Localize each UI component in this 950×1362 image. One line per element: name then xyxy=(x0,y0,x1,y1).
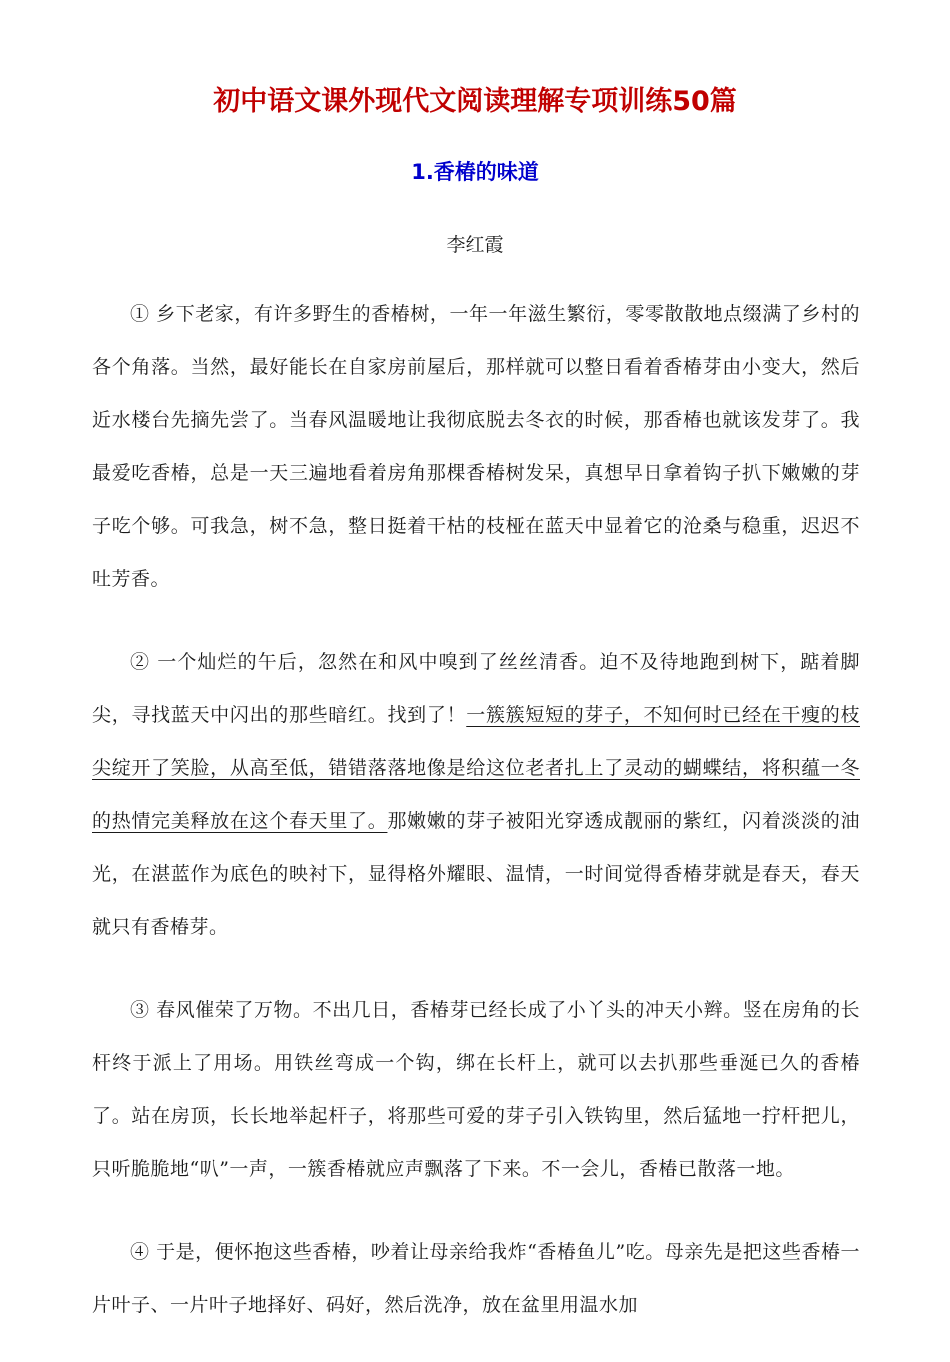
document-title: 初中语文课外现代文阅读理解专项训练50篇 xyxy=(213,86,737,117)
paragraph-1: ① 乡下老家，有许多野生的香椿树，一年一年滋生繁衍，零零散散地点缀满了乡村的各个角落。当然，最好能长在自家房前屋后，那样就可以整日看着香椿芽由小变大，然后近水楼台先摘先尝了。当春风温暖地让我彻底脱去冬衣的时候，那香椿也就该发芽了。我最爱吃香椿，总是一天三遍地看着房角那棵香椿树发呆，真想早日拿着钩子扒下嫩嫩的芽子吃个够。可我急，树不急，整日挺着干枯的枝桠在蓝天中显着它的沧桑与稳重，迟迟不吐芳香。 xyxy=(92,303,860,590)
paragraph-2-intro: ② 一个灿烂的午后，忽然在和风中嗅到了丝丝清香。迫不及待地跑到树下，踮着脚尖，寻找蓝天中闪出的那些暗红。找到了！ xyxy=(92,651,860,726)
paragraph-4: ④ 于是，便怀抱这些香椿，吵着让母亲给我炸“香椿鱼儿”吃。母亲先是把这些香椿一片叶子、一片叶子地择好、码好，然后洗净，放在盆里用温水加 xyxy=(92,1241,860,1316)
paragraph-3: ③ 春风催荣了万物。不出几日，香椿芽已经长成了小丫头的冲天小辫。竖在房角的长杆终于派上了用场。用铁丝弯成一个钩，绑在长杆上，就可以去扒那些垂涎已久的香椿了。站在房顶，长长地举起杆子，将那些可爱的芽子引入铁钩里，然后猛地一拧杆把儿，只听脆脆地“叭”一声，一簇香椿就应声飘落了下来。不一会儿，香椿已散落一地。 xyxy=(92,999,860,1180)
author-name: 李红霞 xyxy=(446,234,504,256)
article-body xyxy=(92,288,860,1362)
paragraph-2-ending: 那嫩嫩的芽子被阳光穿透成靓丽的紫红，闪着淡淡的油光，在湛蓝作为底色的映衬下，显得格外耀眼、温情，一时间觉得香椿芽就是春天，春天就只有香椿芽。 xyxy=(92,810,860,938)
paragraph-2 xyxy=(92,636,860,954)
article-title: 1.香椿的味道 xyxy=(411,160,539,184)
underlined-sentence: 一簇簇短短的芽子，不知何时已经在干瘦的枝尖绽开了笑脸，从高至低，错错落落地像是给这位老者扎上了灵动的蝴蝶结，将积蕴一冬的热情完美释放在这个春天里了。 xyxy=(92,704,860,832)
